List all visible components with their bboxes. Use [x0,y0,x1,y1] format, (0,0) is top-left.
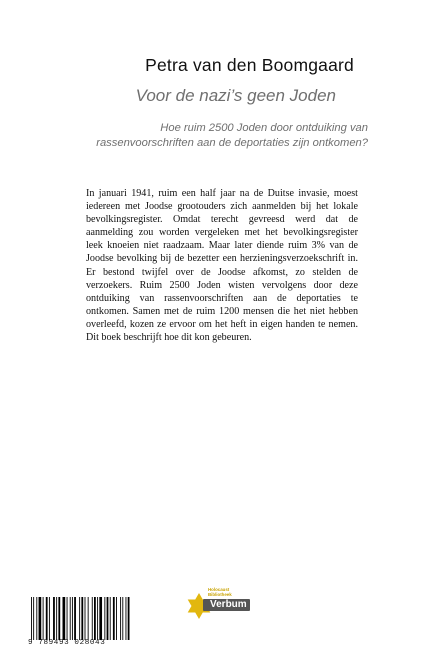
barcode-bar [97,597,98,640]
barcode-icon [28,597,130,640]
barcode-bar [81,597,83,640]
series-label-line: Bibliotheek [208,591,232,597]
barcode-bar [79,597,80,640]
barcode-bar [94,597,96,640]
barcode-bar [46,597,48,640]
barcode-bar [113,597,115,640]
barcode-bar [120,597,121,640]
subtitle-line: rassenvoorschriften aan de deportaties zijn ontkomen? [96,137,368,149]
barcode-bar [85,597,86,640]
barcode-bar [70,597,71,640]
barcode-bar [110,597,111,640]
publisher-name: Verbum [203,599,250,611]
barcode-bar [39,597,42,640]
barcode-bar [56,597,57,640]
barcode-bar [104,597,105,640]
barcode-bar [67,597,68,640]
subtitle-line: Hoe ruim 2500 Joden door ontduiking van [160,122,368,134]
barcode-bar [107,597,109,640]
barcode-bar [49,597,50,640]
publisher-logo [185,582,265,632]
barcode-bar [128,597,130,640]
barcode-bar [31,597,32,640]
blurb-text: In januari 1941, ruim een half jaar na de Duitse invasie, moest iedereen met Joodse grootouders zich aanmelden bij het lokale bevolkingsregister. Omdat terecht gevreesd werd dat de aanmelding zou worden vergeleken met het bevolkingsregister leek knoeien niet raadzaam. Maar later diende ruim 3% van de Joodse bevolking bij de bezetter een herzieningsverzoekschrift in. Er bestond twijfel over de Joodse afkomst, zo stelden de verzoekers. Ruim 2500 Joden wisten vervolgens door deze ontduiking van rassenvoorschriften aan de deportaties te ontkomen. Samen met de ruim 1200 mensen die het niet hebben overleefd, kozen ze ervoor om het heft in eigen handen te nemen. Dit boek beschrijft hoe dit kon gebeuren. [86,188,358,344]
barcode-bar [36,597,37,640]
barcode-bar [116,597,117,640]
barcode-bar [43,597,44,640]
book-title: Voor de nazi’s geen Joden [135,86,336,105]
author-name: Petra van den Boomgaard [145,55,354,75]
barcode-bar [122,597,123,640]
isbn-number: 9 789493 028043 [28,639,106,647]
barcode-bar [88,597,89,640]
publisher-series-label [208,588,232,598]
isbn-barcode [28,597,130,649]
barcode-bar [74,597,76,640]
barcode-bar [99,597,102,640]
barcode-bar [58,597,60,640]
barcode-bar [126,597,127,640]
barcode-bar [63,597,66,640]
barcode-bar [33,597,34,640]
series-label-line: Holocaust [208,587,230,592]
barcode-bar [72,597,73,640]
barcode-bar [53,597,55,640]
barcode-bar [92,597,93,640]
book-subtitle [80,121,368,151]
